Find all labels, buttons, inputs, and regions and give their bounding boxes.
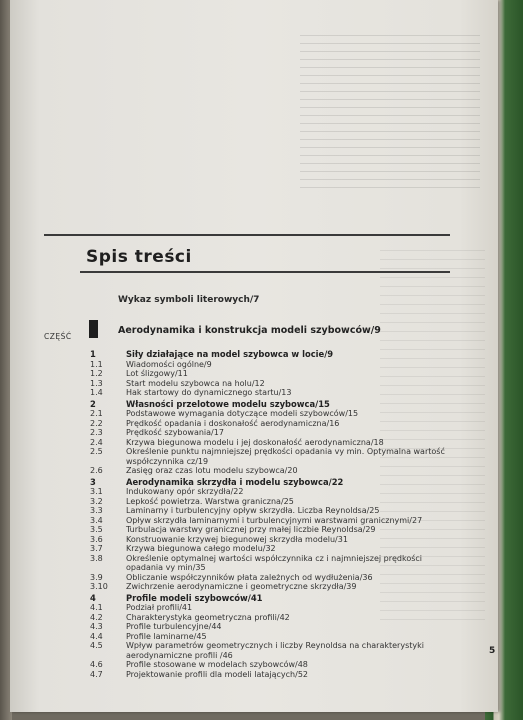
toc-entry-number: 3.3: [90, 506, 103, 515]
toc-entry-text: Wpływ parametrów geometrycznych i liczby Reynoldsa na charakterystyki: [126, 641, 424, 650]
toc-entry-number: 3.10: [90, 582, 108, 591]
toc-entry-text: Podstawowe wymagania dotyczące modeli szybowców/15: [126, 409, 359, 418]
toc-entry: [90, 525, 450, 535]
toc-entry-text: Wiadomości ogólne/9: [126, 359, 212, 369]
toc-entry-number: [90, 651, 126, 661]
toc-entry-text: Zasięg oraz czas lotu modelu szybowca/20: [126, 466, 298, 475]
toc-entry: [90, 478, 450, 488]
toc-entry-number: 4.5: [90, 641, 103, 650]
toc-entry-text: Lepkość powietrza. Warstwa graniczna/25: [126, 496, 294, 506]
toc-entry: [90, 350, 450, 360]
toc-entry-text: Zwichrzenie aerodynamiczne i geometryczne skrzydła/39: [126, 582, 357, 591]
toc-entry-text: Podział profili/41: [126, 603, 193, 612]
toc-entry-number: [90, 563, 126, 573]
page-heading: Spis treści: [86, 247, 192, 267]
toc-entry-text: Profile stosowane w modelach szybowców/48: [126, 660, 308, 669]
toc-entry-number: 3.1: [90, 487, 103, 496]
toc-entry-text: aerodynamiczne profili /46: [126, 650, 233, 660]
heading-rule-bottom: [80, 271, 450, 273]
toc-entry: [90, 379, 450, 389]
toc-entry-text: Prędkość szybowania/17: [126, 428, 224, 437]
toc-entry-text: Aerodynamika skrzydła i modelu szybowca/22: [126, 476, 344, 487]
toc-entry-text: Charakterystyka geometryczna profili/42: [126, 612, 290, 622]
toc-entry-number: 3.4: [90, 515, 103, 525]
toc-entry-number: 3.8: [90, 553, 103, 563]
toc-entry: [90, 428, 450, 438]
toc-entry-text: Laminarny i turbulencyjny opływ skrzydła. Liczba Reynoldsa/25: [126, 506, 380, 515]
part-number-mark: [89, 320, 98, 338]
toc-entry-number: 3.2: [90, 496, 103, 506]
toc-entry-number: 2: [90, 398, 96, 409]
toc-entry-text: Określenie punktu najmniejszej prędkości opadania vy min. Optymalna wartość: [126, 447, 445, 456]
toc-entry-text: współczynnika cz/19: [126, 456, 209, 466]
toc-entry: [90, 651, 450, 661]
toc-entry-text: opadania vy min/35: [126, 563, 206, 572]
toc-entry: [90, 594, 450, 604]
toc-entry-number: 3.5: [90, 525, 103, 534]
toc-entry-number: 4.3: [90, 622, 103, 631]
toc-entry: [90, 506, 450, 516]
toc-entry: [90, 360, 450, 370]
toc-entry-text: Profile laminarne/45: [126, 631, 207, 641]
toc-entry-text: Konstruowanie krzywej biegunowej skrzydła modelu/31: [126, 534, 348, 544]
toc-entry: [90, 582, 450, 592]
toc-entry: [90, 497, 450, 507]
table-of-contents: [90, 350, 450, 679]
toc-entry: [90, 409, 450, 419]
toc-entry-text: Opływ skrzydła laminarnymi i turbulencyjnymi warstwami granicznymi/27: [126, 515, 423, 525]
toc-entry-number: 3.6: [90, 534, 103, 544]
toc-entry-number: [90, 457, 126, 467]
heading-rule-top: [44, 234, 450, 236]
toc-entry: [90, 447, 450, 457]
part-title: Aerodynamika i konstrukcja modeli szybowców/9: [118, 325, 381, 336]
toc-entry-number: 4.7: [90, 669, 103, 679]
toc-entry-number: 2.6: [90, 466, 103, 475]
toc-entry-text: Hak startowy do dynamicznego startu/13: [126, 388, 292, 397]
toc-entry-text: Lot ślizgowy/11: [126, 369, 188, 378]
toc-entry: [90, 670, 450, 680]
toc-entry: [90, 388, 450, 398]
toc-entry-text: Turbulacja warstwy granicznej przy małej liczbie Reynoldsa/29: [126, 525, 376, 534]
toc-entry: [90, 544, 450, 554]
toc-entry-text: Prędkość opadania i doskonałość aerodynamiczna/16: [126, 418, 340, 428]
toc-entry-text: Indukowany opór skrzydła/22: [126, 487, 244, 496]
toc-entry: [90, 563, 450, 573]
toc-entry-number: 1.1: [90, 359, 103, 369]
toc-entry: [90, 369, 450, 379]
toc-entry-number: 3.7: [90, 544, 103, 553]
toc-entry-text: Profile modeli szybowców/41: [126, 592, 263, 603]
toc-entry-text: Krzywa biegunowa modelu i jej doskonałość aerodynamiczna/18: [126, 437, 384, 447]
toc-entry-number: 2.2: [90, 418, 103, 428]
toc-entry-number: 4.6: [90, 660, 103, 669]
toc-entry-number: 1.2: [90, 369, 103, 378]
toc-entry: [90, 603, 450, 613]
book-page: [10, 0, 498, 712]
toc-entry-text: Profile turbulencyjne/44: [126, 622, 222, 631]
toc-entry-text: Obliczanie współczynników płata zależnych od wydłużenia/36: [126, 572, 373, 582]
toc-entry-number: 2.3: [90, 428, 103, 437]
part-label: CZĘŚĆ: [44, 332, 72, 341]
toc-entry-number: 2.1: [90, 409, 103, 418]
toc-entry: [90, 554, 450, 564]
show-through-text: [300, 35, 480, 195]
toc-entry-number: 4: [90, 592, 96, 603]
symbols-list-entry: Wykaz symboli literowych/7: [118, 295, 260, 305]
toc-entry: [90, 632, 450, 642]
toc-entry-text: Własności przelotowe modelu szybowca/15: [126, 398, 330, 409]
toc-entry: [90, 535, 450, 545]
toc-entry: [90, 613, 450, 623]
toc-entry-text: Określenie optymalnej wartości współczynnika cz i najmniejszej prędkości: [126, 553, 423, 563]
toc-entry-number: 3: [90, 476, 96, 487]
toc-entry-number: 2.4: [90, 437, 103, 447]
toc-entry-number: 2.5: [90, 447, 103, 456]
toc-entry-text: Krzywa biegunowa całego modelu/32: [126, 544, 276, 553]
page-number: 5: [489, 646, 496, 656]
toc-entry: [90, 573, 450, 583]
toc-entry-number: 1.4: [90, 388, 103, 397]
toc-entry-text: Start modelu szybowca na holu/12: [126, 378, 265, 388]
toc-entry-number: 1: [90, 349, 96, 359]
toc-entry: [90, 457, 450, 467]
toc-entry: [90, 660, 450, 670]
toc-entry: [90, 400, 450, 410]
toc-entry-number: 4.1: [90, 603, 103, 612]
toc-entry: [90, 466, 450, 476]
toc-entry: [90, 438, 450, 448]
toc-entry-number: 1.3: [90, 378, 103, 388]
toc-entry-text: Siły działające na model szybowca w locie/9: [126, 349, 334, 359]
toc-entry: [90, 487, 450, 497]
toc-entry: [90, 516, 450, 526]
toc-entry: [90, 622, 450, 632]
toc-entry-number: 4.4: [90, 631, 103, 641]
toc-entry: [90, 419, 450, 429]
toc-entry-number: 4.2: [90, 612, 103, 622]
toc-entry-number: 3.9: [90, 572, 103, 582]
toc-entry-text: Projektowanie profili dla modeli latających/52: [126, 669, 309, 679]
toc-entry: [90, 641, 450, 651]
